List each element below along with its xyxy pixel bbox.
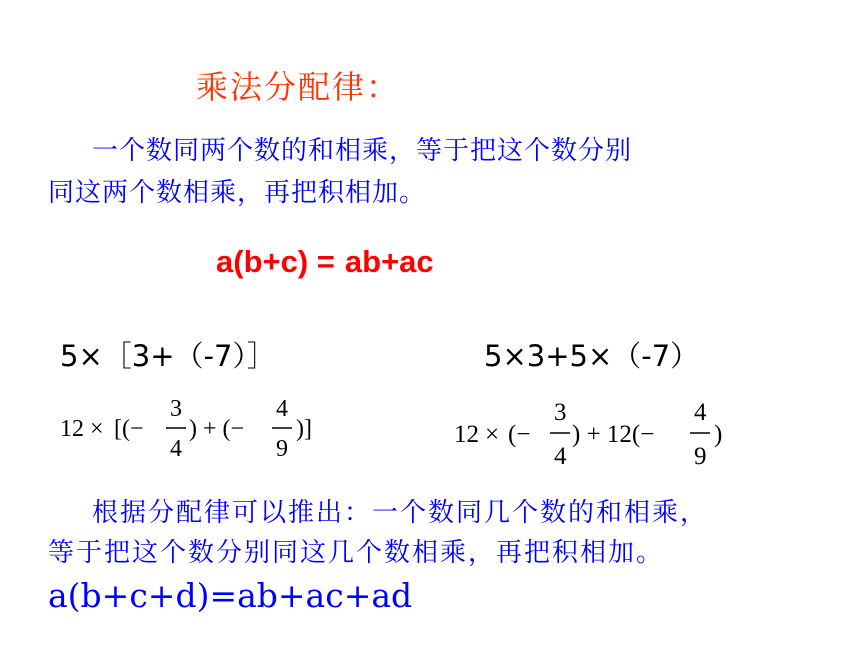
frac-left-mid: ) + (−: [189, 416, 245, 442]
extended-distributive-formula: a(b+c+d)=ab+ac+ad: [48, 576, 413, 615]
frac-right-den2: 9: [694, 443, 707, 470]
frac-right-num1: 3: [554, 399, 567, 426]
formula-lhs: a(b+c) =: [216, 244, 335, 279]
example-right-expression: 5×3+5×（-7）: [484, 339, 700, 373]
frac-right-close: ): [714, 421, 723, 448]
frac-left-open: [(−: [114, 416, 144, 442]
frac-left-num1: 3: [170, 396, 182, 422]
extension-text-line-1: 根据分配律可以推出：一个数同几个数的和相乘，: [92, 498, 709, 528]
frac-left-den1: 4: [170, 436, 182, 462]
fraction-example-right: [452, 396, 742, 472]
page-title: 乘法分配律：: [196, 68, 401, 106]
frac-left-den2: 9: [276, 436, 288, 462]
example-left-expression: 5×［3+（-7）］: [60, 339, 276, 373]
frac-left-times: ×: [90, 416, 104, 442]
frac-right-coef: 12: [454, 421, 479, 448]
extension-text-line-2: 等于把这个数分别同这几个数相乘，再把积相加。: [48, 538, 665, 568]
frac-right-num2: 4: [694, 399, 707, 426]
frac-right-den1: 4: [554, 443, 567, 470]
frac-left-coef: 12: [60, 416, 84, 442]
frac-left-close: )]: [296, 416, 312, 442]
frac-right-mid: ) + 12(−: [572, 421, 655, 448]
fraction-example-left: [58, 392, 348, 464]
rule-text-line-1: 一个数同两个数的和相乘，等于把这个数分别: [92, 136, 633, 166]
frac-right-times: ×: [485, 421, 500, 448]
distributive-formula: [216, 244, 434, 280]
frac-right-open: (−: [508, 421, 531, 448]
rule-text-line-2: 同这两个数相乘，再把积相加。: [48, 178, 427, 208]
formula-rhs: ab+ac: [344, 244, 434, 279]
frac-left-num2: 4: [276, 396, 288, 422]
